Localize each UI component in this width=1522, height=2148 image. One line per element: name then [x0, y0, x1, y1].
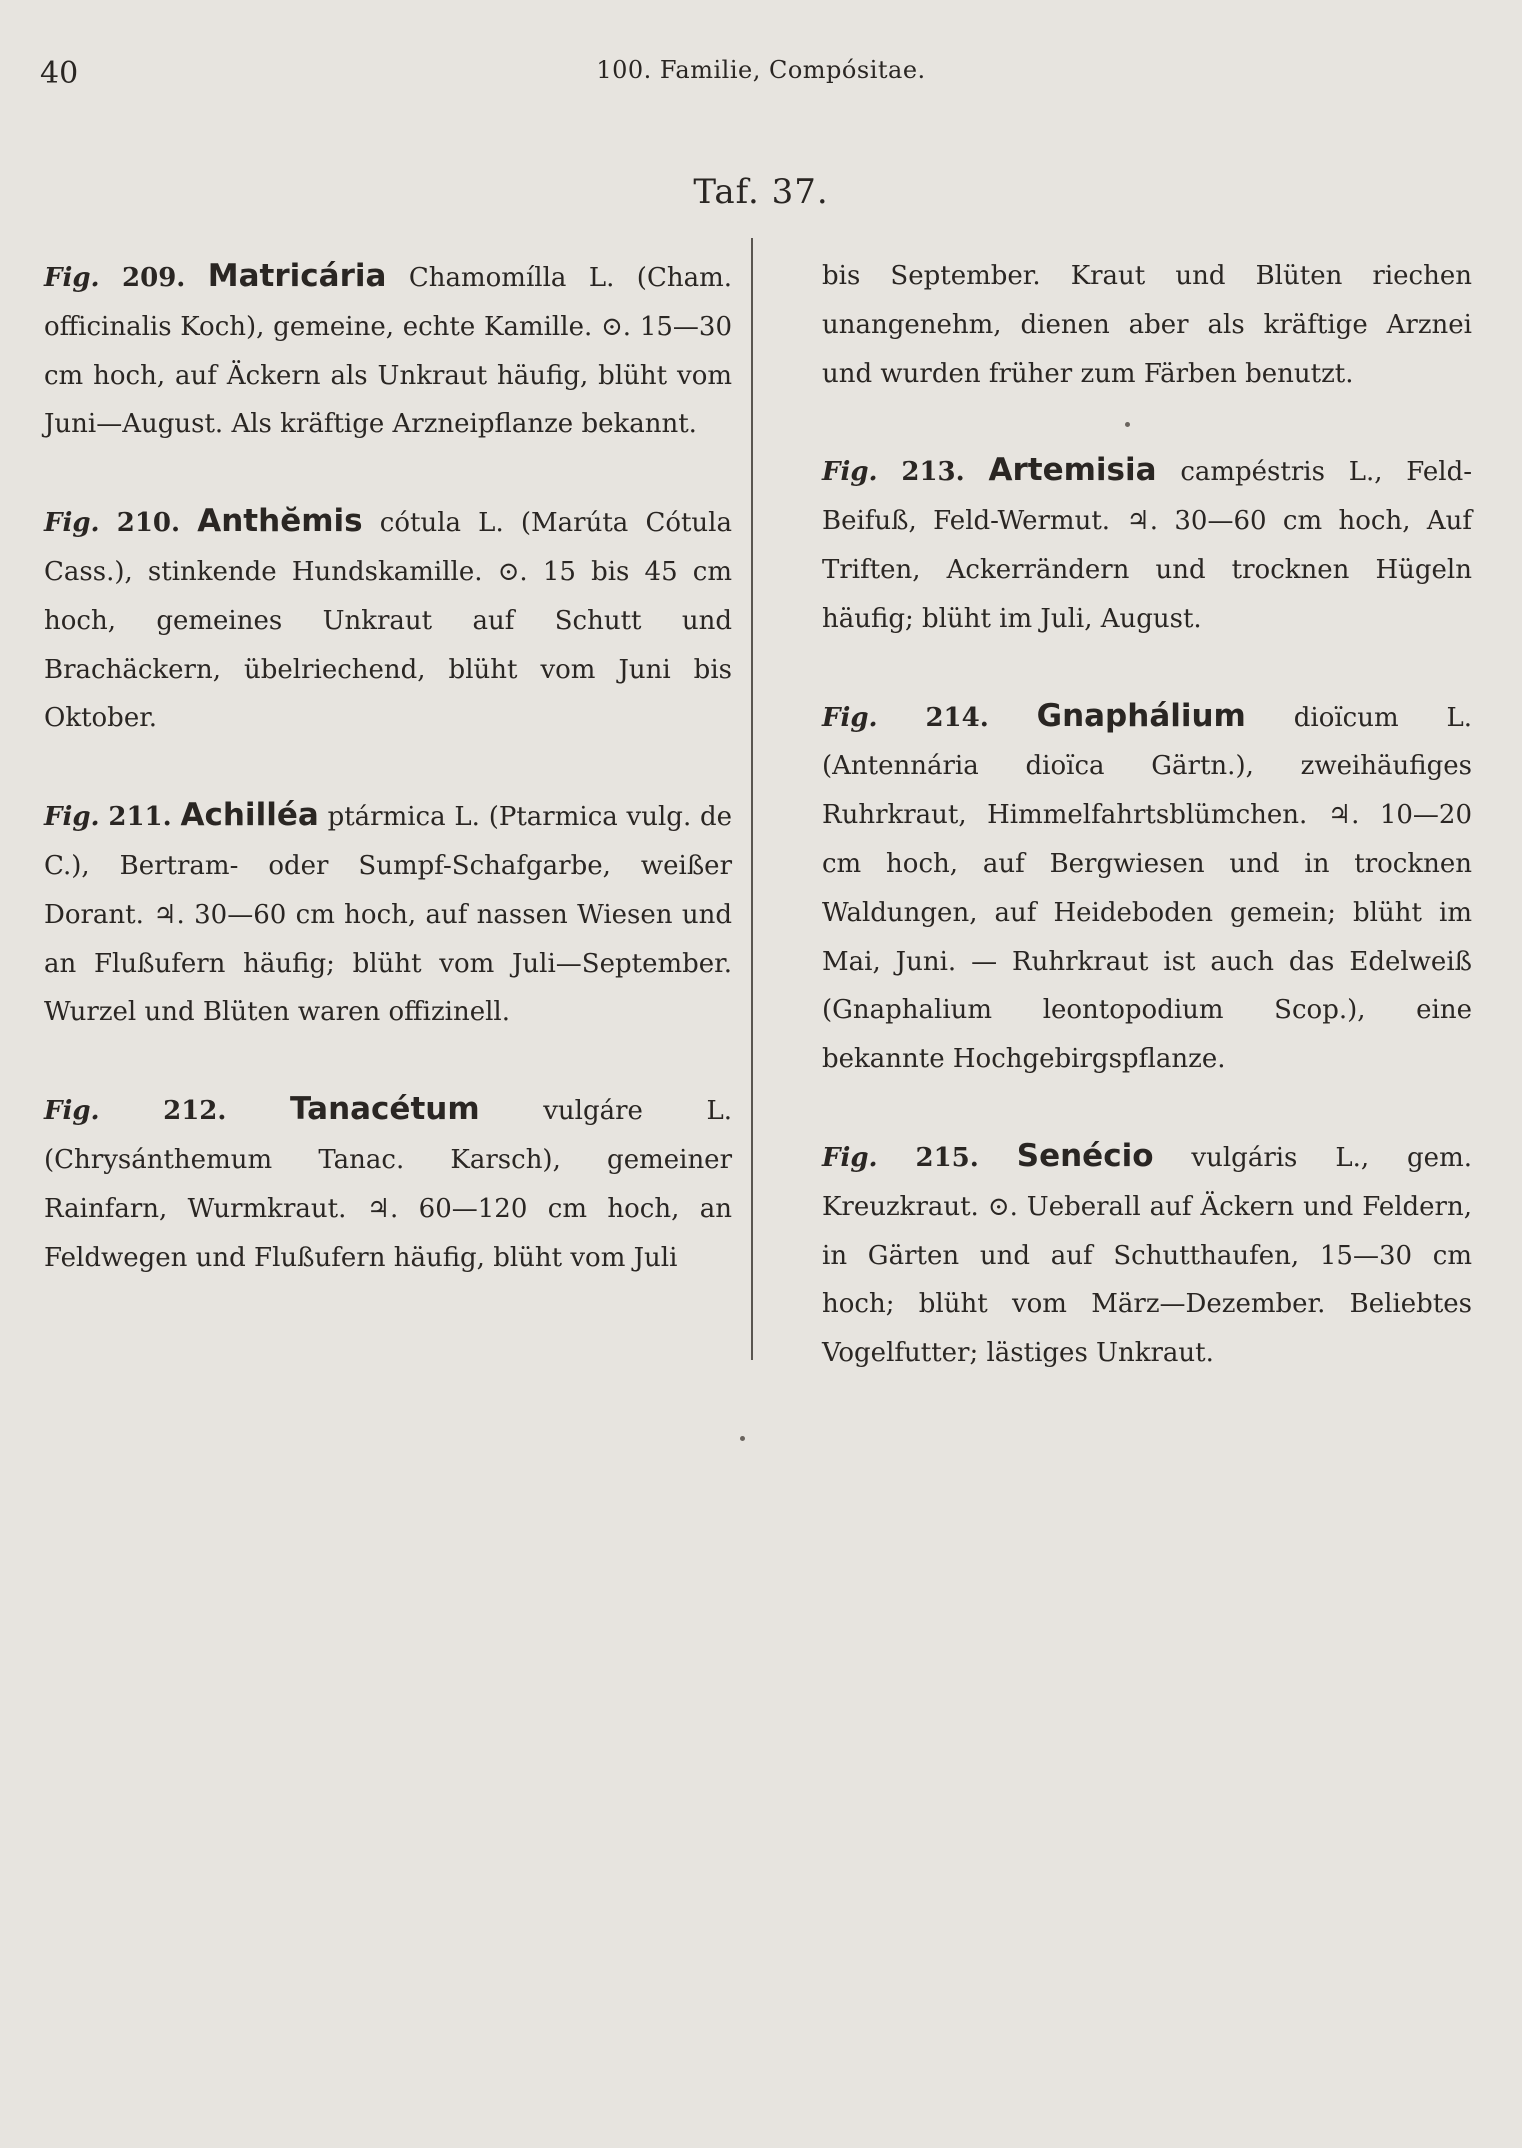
fig-number: 215. [915, 1142, 979, 1173]
column-rule [751, 238, 753, 1360]
fig-number: 209. [122, 263, 186, 293]
entry-fig-211 [44, 791, 732, 1037]
fig-label: Fig. [44, 263, 100, 293]
genus-name: Senécio [1016, 1137, 1154, 1174]
fig-label: Fig. [822, 1142, 878, 1173]
fig-label: Fig. [44, 802, 100, 833]
entry-fig-213 [822, 446, 1472, 643]
fig-label: Fig. [44, 508, 100, 539]
plate-title: Taf. 37. [693, 172, 829, 212]
entry-fig-209 [44, 252, 732, 449]
fig-label: Fig. [822, 702, 878, 733]
fig-number: 214. [925, 702, 989, 733]
genus-name: Matricária [207, 258, 387, 294]
entry-text: Chamomílla L. (Cham. officinalis Koch), gemeine, echte Kamille. ⊙. 15—30 cm hoch, auf Äckern als Unkraut häufig, blüht vom Juni—August. Als kräftige Arzneipflanze bekannt. [44, 263, 733, 440]
fig-number: 213. [901, 457, 965, 488]
entry-text: vulgáris L., gem. Kreuzkraut. ⊙. Ueberall auf Äckern und Feldern, in Gärten und auf Schutthaufen, 15—30 cm hoch; blüht vom März—Dezember. Beliebtes Vogelfutter; lästiges Unkraut. [822, 1142, 1472, 1369]
paper-speck [1125, 422, 1130, 427]
entry-text: vulgáre L. (Chrysánthemum Tanac. Karsch), gemeiner Rainfarn, Wurmkraut. ♃. 60—120 cm hoch, an Feldwegen und Flußufern häufig, blüht vom Juli [44, 1096, 732, 1273]
entry-text: campéstris L., Feld-Beifuß, Feld-Wermut. ♃. 30—60 cm hoch, Auf Triften, Ackerrändern und trocknen Hügeln häufig; blüht im Juli, August. [822, 457, 1473, 634]
entry-text: dioïcum L. (Antennária dioïca Gärtn.), zweihäufiges Ruhrkraut, Himmelfahrtsblümchen. ♃. 10—20 cm hoch, auf Bergwiesen und in trocknen Waldungen, auf Heideboden gemein; blüht im Mai, Juni. — Ruhrkraut ist auch das Edelweiß (Gnaphalium leontopodium Scop.), eine bekannte Hochgebirgspflanze. [822, 702, 1473, 1075]
fig-number: 211. [108, 802, 172, 833]
genus-name: Achilléa [180, 797, 319, 834]
entry-fig-215 [822, 1132, 1472, 1378]
entry-text: ptármica L. (Ptarmica vulg. de C.), Bertram- oder Sumpf-Schafgarbe, weißer Dorant. ♃. 30—60 cm hoch, auf nassen Wiesen und an Flußufern häufig; blüht vom Juli—September. Wurzel und Blüten waren offizinell. [44, 802, 733, 1028]
fig-number: 212. [163, 1096, 227, 1127]
fig-label: Fig. [44, 1096, 100, 1127]
page-number: 40 [40, 56, 79, 91]
entry-fig-214 [822, 692, 1472, 1084]
fig-label: Fig. [822, 457, 878, 488]
right-column [822, 252, 1472, 1426]
entry-continuation: bis September. Kraut und Blüten riechen unangenehm, dienen aber als kräftige Arznei und wurden früher zum Färben benutzt. [822, 261, 1472, 389]
paper-speck [740, 1436, 745, 1441]
genus-name: Artemisia [988, 452, 1157, 489]
running-head: 100. Familie, Compósitae. [596, 56, 926, 84]
genus-name: Gnaphálium [1036, 697, 1246, 734]
entry-text: cótula L. (Marúta Cótula Cass.), stinkende Hundskamille. ⊙. 15 bis 45 cm hoch, gemeines Unkraut auf Schutt und Brachäckern, übelriechend, blüht vom Juni bis Oktober. [44, 508, 732, 734]
genus-name: Anthĕmis [197, 503, 363, 540]
entry-fig-210 [44, 497, 732, 743]
fig-number: 210. [116, 508, 181, 539]
genus-name: Tanacétum [290, 1091, 480, 1128]
left-column [44, 252, 732, 1330]
entry-fig-212 [44, 1085, 732, 1282]
